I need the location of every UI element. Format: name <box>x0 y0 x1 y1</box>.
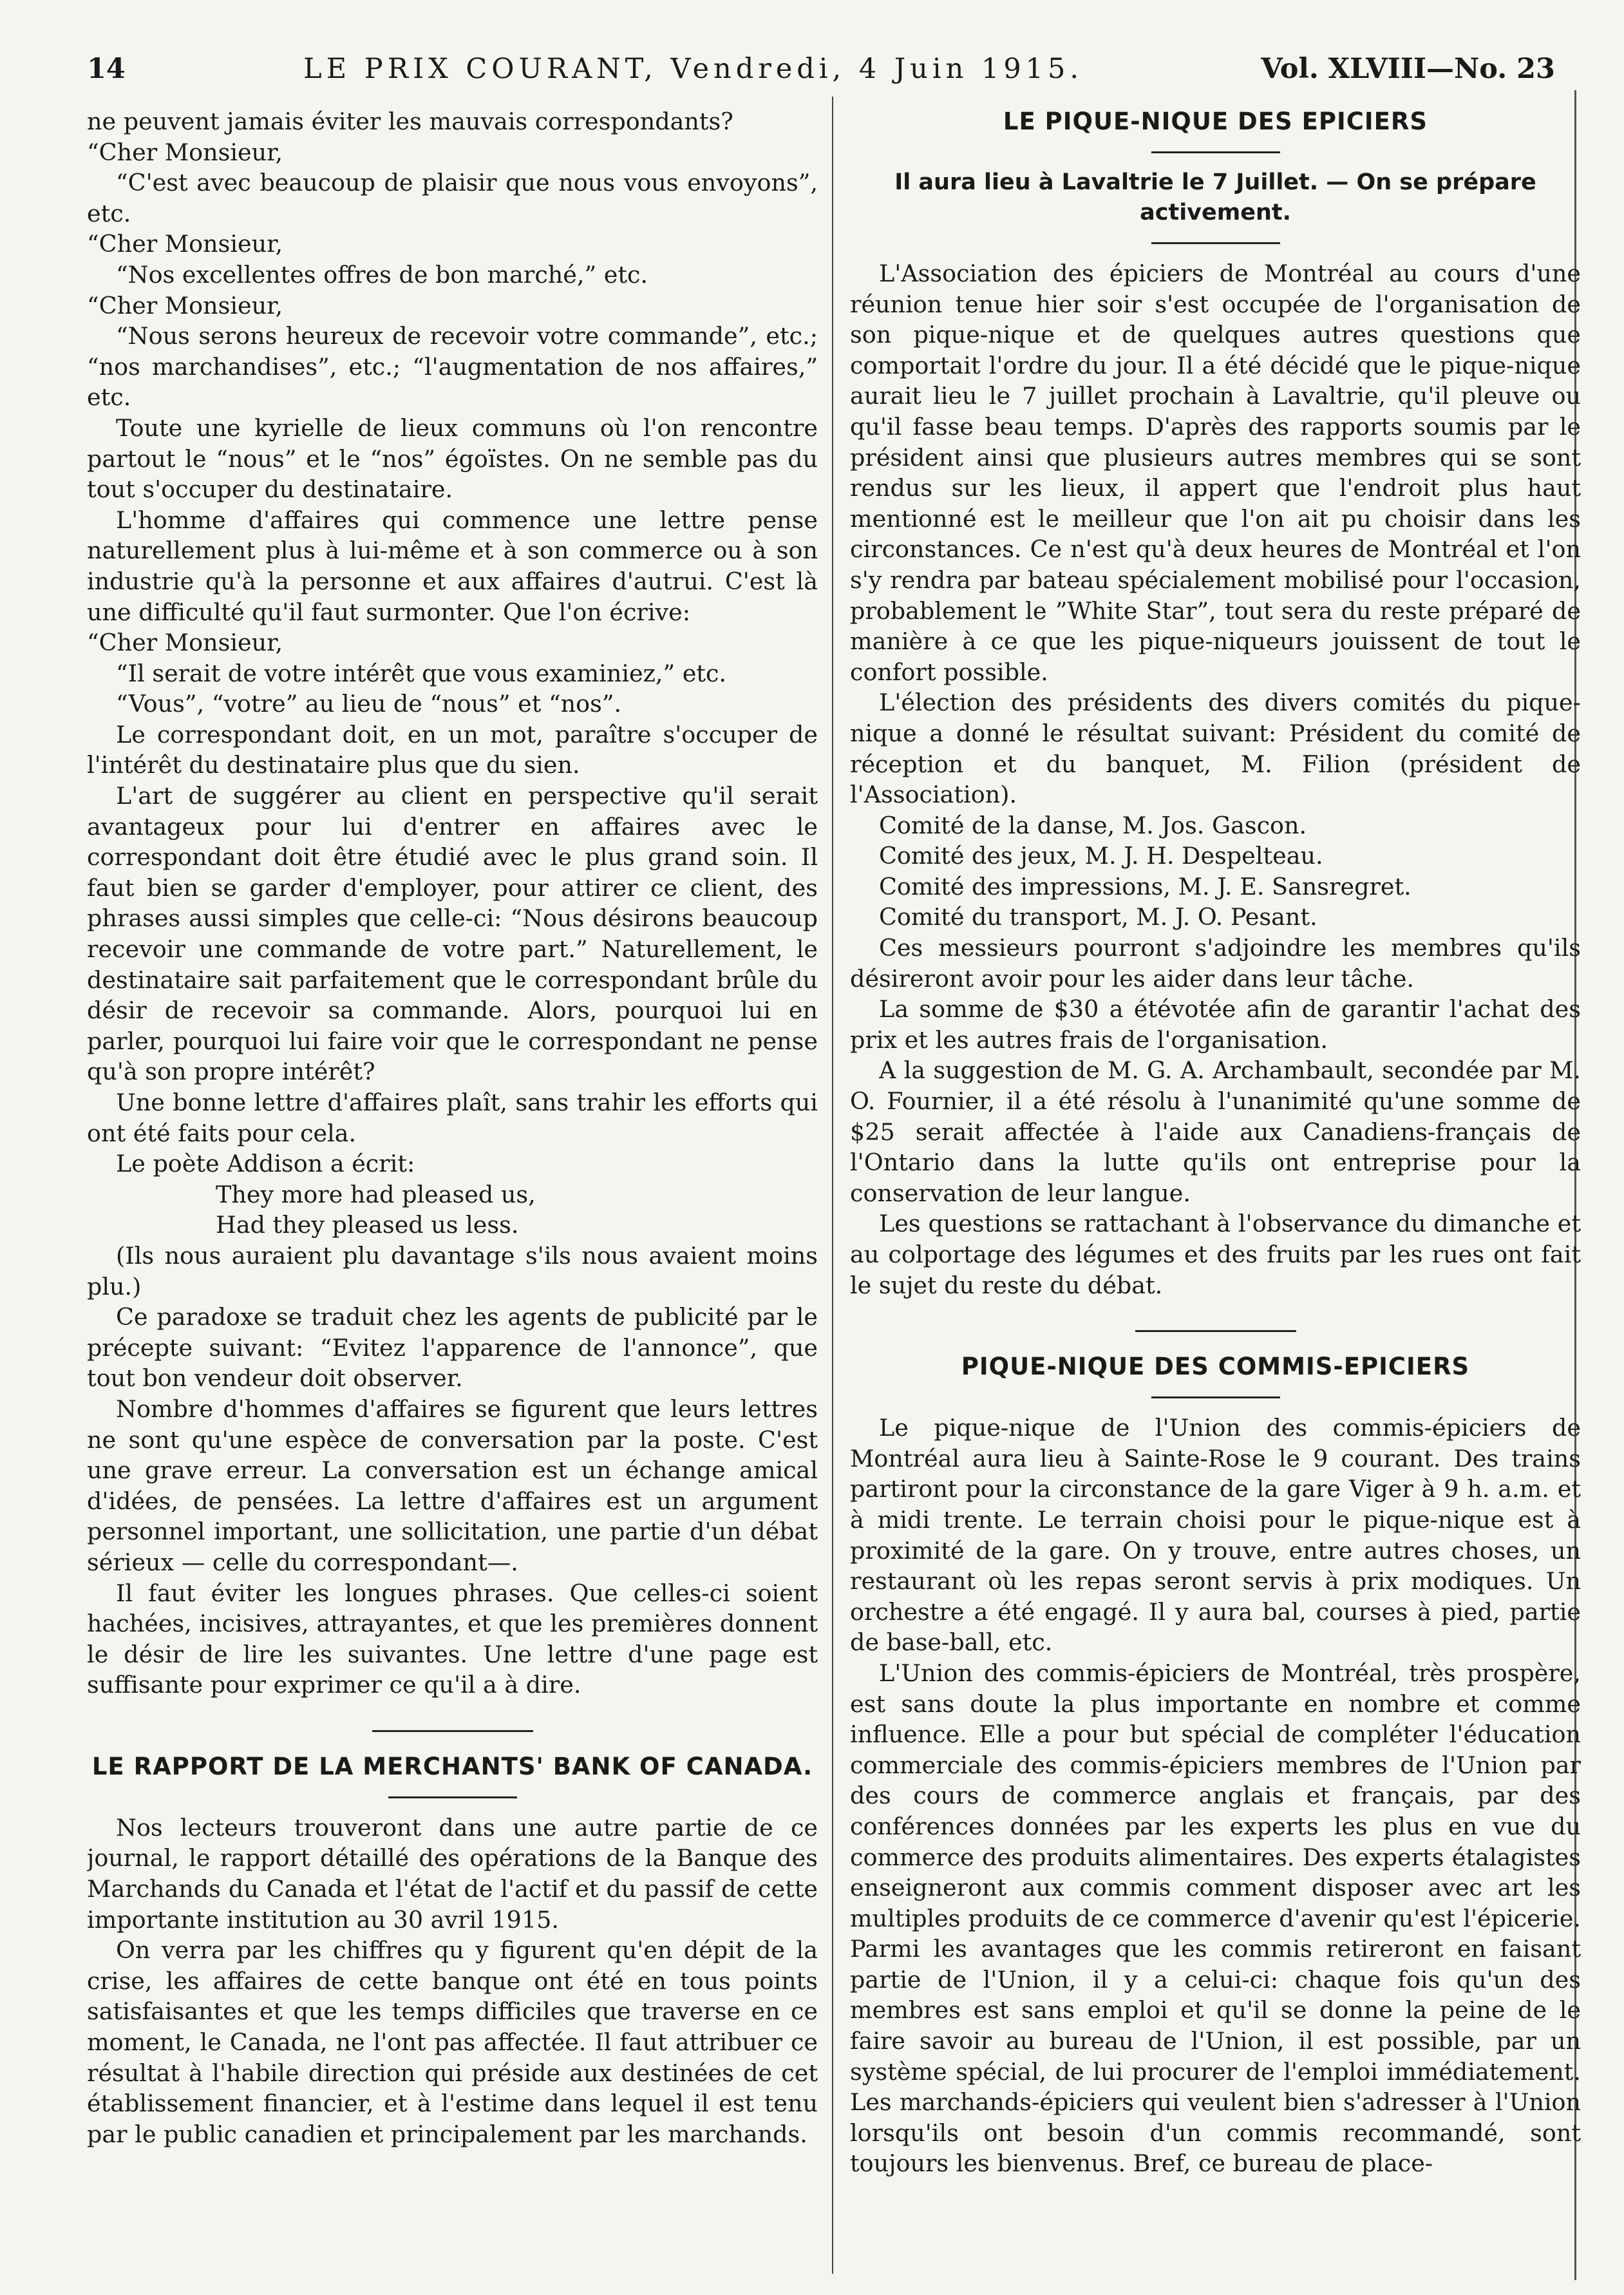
page-header <box>87 40 1555 85</box>
paragraph: Toute une kyrielle de lieux communs où l'on rencontre partout le “nous” et le “nos” égoïstes. On ne semble pas du tout s'occuper du destinataire. <box>87 414 818 504</box>
committee-line: Comité des impressions, M. J. E. Sansregret. <box>879 872 1412 900</box>
paragraph: Les questions se rattachant à l'observance du dimanche et au colportage des légumes et des fruits par les rues ont fait le sujet du reste du débat. <box>850 1210 1581 1299</box>
paragraph: Le pique-nique de l'Union des commis-épiciers de Montréal aura lieu à Sainte-Rose le 9 courant. Des trains partiront pour la circonstance de la gare Viger à 9 h. a.m. et à midi trente. Le terrain choisi pour le pique-nique est à proximité de la gare. On y trouve, entre autres choses, un restaurant où les repas seront servis à prix modiques. Un orchestre a été engagé. Il y aura bal, courses à pied, partie de base-ball, etc. <box>850 1414 1581 1657</box>
paragraph: L'art de suggérer au client en perspective qu'il serait avantageux pour lui d'entrer en affaires avec le correspondant doit être étudié avec le plus grand soin. Il faut bien se garder d'employer, pour attirer ce client, des phrases aussi simples que celle-ci: “Nous désirons beaucoup recevoir une commande de votre part.” Naturellement, le destinataire sait parfaitement que le correspondant brûle du désir de recevoir sa commande. Alors, pourquoi lui en parler, pourquoi lui faire voir que le correspondant ne pense qu'à son propre intérêt? <box>87 782 818 1086</box>
heading-rule <box>1151 1396 1280 1398</box>
paragraph: Il faut éviter les longues phrases. Que celles-ci soient hachées, incisives, attrayantes, et que les premières donnent le désir de lire les suivantes. Une lettre d'une page est suffisante pour exprimer ce qu'il a à dire. <box>87 1579 818 1699</box>
committee-line: Comité des jeux, M. J. H. Despelteau. <box>879 842 1323 870</box>
committee-line: Comité du transport, M. J. O. Pesant. <box>879 903 1317 931</box>
paragraph: A la suggestion de M. G. A. Archambault, secondée par M. O. Fournier, il a été résolu à l'unanimité qu'une somme de $25 serait affectée à l'aide aux Canadiens-français de l'Ontario dans la lutte qu'ils ont entreprise pour la conservation de leur langue. <box>850 1056 1581 1207</box>
salutation: “Cher Monsieur, <box>87 629 283 657</box>
verse-line: They more had pleased us, <box>216 1180 536 1208</box>
paragraph: L'élection des présidents des divers comités du pique-nique a donné le résultat suivant: Président du comité de réception et du banquet, M. Filion (président de l'Association). <box>850 689 1581 809</box>
issue-date: Vendredi, 4 Juin 1915. <box>670 53 1084 85</box>
page-number: 14 <box>87 53 126 85</box>
paragraph: Ce paradoxe se traduit chez les agents de publicité par le précepte suivant: “Evitez l'apparence de l'annonce”, que tout bon vendeur doit observer. <box>87 1303 818 1393</box>
section-rule <box>1135 1330 1296 1332</box>
paragraph: On verra par les chiffres qu y figurent qu'en dépit de la crise, les affaires de cette banque ont été en tous points satisfaisantes et que les temps difficiles que traverse en ce moment, le Canada, ne l'ont pas affectée. Il faut attribuer ce résultat à l'habile direction qui préside aux destinées de cet établissement financier, et à l'estime dans lequel il est tenu par le public canadien et principalement par les marchands. <box>87 1936 818 2148</box>
paragraph: Nos lecteurs trouveront dans une autre partie de ce journal, le rapport détaillé des opérations de la Banque des Marchands du Canada et l'état de l'actif et du passif de cette importante institution au 30 avril 1915. <box>87 1813 818 1934</box>
right-column <box>850 106 1581 2271</box>
paragraph: L'Association des épiciers de Montréal au cours d'une réunion tenue hier soir s'est occupée de l'organisation de son pique-nique et de quelques autres questions que comportait l'ordre du jour. Il a été décidé que le pique-nique aurait lieu le 7 juillet prochain à Lavaltrie, qu'il pleuve ou qu'il fasse beau temps. D'après des rapports soumis par le président ainsi que plusieurs autres membres qui se sont rendus sur les lieux, il appert que l'endroit plus haut mentionné est le meilleur que l'on ait pu choisir dans les circonstances. Ce n'est qu'à deux heures de Montréal et l'on s'y rendra par bateau spécialement mobilisé pour l'occasion, probablement le ”White Star”, tout sera du reste préparé de manière à ce que les pique-niqueurs jouissent de tout le confort possible. <box>850 260 1581 686</box>
heading-rule <box>1151 151 1280 153</box>
masthead <box>303 53 1083 85</box>
merchants-bank-heading: LE RAPPORT DE LA MERCHANTS' BANK OF CANADA. <box>91 1752 813 1780</box>
left-column <box>87 106 818 2271</box>
paragraph: “C'est avec beaucoup de plaisir que nous vous envoyons”, etc. <box>87 169 818 227</box>
picnic-subheading: Il aura lieu à Lavaltrie le 7 Juillet. — On se prépare activement. <box>894 169 1536 225</box>
paragraph: “Nous serons heureux de recevoir votre commande”, etc.; “nos marchandises”, etc.; “l'augmentation de nos affaires,” etc. <box>87 322 818 412</box>
picnic-heading: LE PIQUE-NIQUE DES EPICIERS <box>1003 108 1428 135</box>
heading-rule <box>388 1796 517 1798</box>
paragraph: La somme de $30 a étévotée afin de garantir l'achat des prix et les autres frais de l'organisation. <box>850 995 1581 1054</box>
paragraph: L'Union des commis-épiciers de Montréal, très prospère, est sans doute la plus importante en nombre et comme influence. Elle a pour but spécial de compléter l'éducation commerciale des commis-épiciers membres de l'Union par des cours de commerce anglais et français, par des conférences données par les experts les plus en vue du commerce des produits alimentaires. Des experts étalagistes enseigneront aux commis comment disposer avec art les multiples produits de ce commerce d'avenir qu'est l'épicerie. Parmi les avantages que les commis retireront en faisant partie de l'Union, il y a celui-ci: chaque fois qu'un des membres est sans emploi et qu'il se donne la peine de le faire savoir au bureau de l'Union, il est possible, par un système spécial, de lui procurer de l'emploi immédiatement. Les marchands-épiciers qui veulent bien s'adresser à l'Union lorsqu'ils ont besoin d'un commis recommandé, sont toujours les bienvenus. Bref, ce bureau de place- <box>850 1659 1581 2178</box>
paragraph: “Il serait de votre intérêt que vous examiniez,” etc. <box>116 659 727 687</box>
column-divider <box>832 97 833 2274</box>
paragraph: Le correspondant doit, en un mot, paraître s'occuper de l'intérêt du destinataire plus que du sien. <box>87 720 818 779</box>
paragraph: L'homme d'affaires qui commence une lettre pense naturellement plus à lui-même et à son commerce ou à son industrie qu'à la personne et aux affaires d'autrui. C'est là une difficulté qu'il faut surmonter. Que l'on écrive: <box>87 506 818 626</box>
section-rule <box>372 1730 533 1732</box>
paragraph: (Ils nous auraient plu davantage s'ils nous avaient moins plu.) <box>87 1241 818 1300</box>
salutation: “Cher Monsieur, <box>87 230 283 258</box>
heading-rule <box>1151 242 1280 244</box>
commis-heading: PIQUE-NIQUE DES COMMIS-EPICIERS <box>961 1353 1470 1381</box>
paragraph: “Nos excellentes offres de bon marché,” etc. <box>116 260 648 289</box>
masthead-title: LE PRIX COURANT, <box>303 53 657 85</box>
paragraph: Le poète Addison a écrit: <box>116 1150 415 1178</box>
salutation: “Cher Monsieur, <box>87 291 283 319</box>
volume-number: Vol. XLVIII—No. 23 <box>1261 53 1555 85</box>
verse-line: Had they pleased us less. <box>216 1211 519 1239</box>
paragraph: Une bonne lettre d'affaires plaît, sans trahir les efforts qui ont été faits pour cela. <box>87 1089 818 1147</box>
paragraph: Ces messieurs pourront s'adjoindre les membres qu'ils désireront avoir pour les aider dans leur tâche. <box>850 934 1581 993</box>
paragraph: ne peuvent jamais éviter les mauvais correspondants? <box>87 108 733 135</box>
paragraph: Nombre d'hommes d'affaires se figurent que leurs lettres ne sont qu'une espèce de conversation par la poste. C'est une grave erreur. La conversation est un échange amical d'idées, de pensées. La lettre d'affaires est un argument personnel important, une sollicitation, une partie d'un débat sérieux — celle du correspondant—. <box>87 1395 818 1576</box>
committee-line: Comité de la danse, M. Jos. Gascon. <box>879 811 1307 839</box>
salutation: “Cher Monsieur, <box>87 138 283 166</box>
paragraph: “Vous”, “votre” au lieu de “nous” et “nos”. <box>116 690 622 718</box>
